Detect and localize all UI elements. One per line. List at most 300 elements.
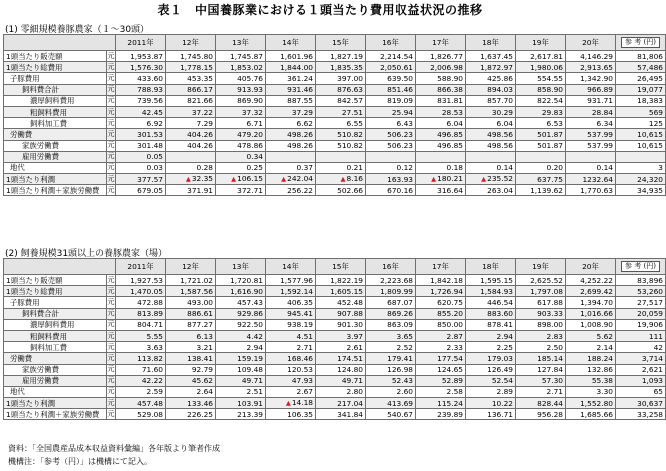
reference-value-cell: 125 (616, 118, 666, 129)
value-cell: 372.71 (216, 185, 266, 196)
value-cell: 126.98 (366, 364, 416, 375)
value-cell: 966.89 (566, 84, 616, 95)
value-cell: 6.43 (366, 118, 416, 129)
value-cell: 188.24 (566, 353, 616, 364)
value-cell: 341.84 (316, 409, 366, 420)
unit-cell: 元 (107, 275, 116, 286)
value-cell: 174.51 (316, 353, 366, 364)
value-cell: 49.71 (316, 375, 366, 386)
value-cell: 788.93 (116, 84, 166, 95)
value-cell: 3.63 (116, 342, 166, 353)
value-cell: 113.82 (116, 353, 166, 364)
value-cell: 2.83 (516, 330, 566, 341)
value-cell: 1,827.19 (316, 51, 366, 62)
value-cell: 2,699.42 (566, 286, 616, 297)
value-cell: 6.34 (566, 118, 616, 129)
value-cell: 617.88 (516, 297, 566, 308)
value-cell: 1,745.80 (166, 51, 216, 62)
table-row (4, 275, 666, 286)
value-cell: 869.90 (216, 95, 266, 106)
value-cell: 457.43 (216, 297, 266, 308)
value-cell: 28.84 (566, 106, 616, 117)
header-blank-cell (4, 259, 116, 275)
row-label: 粗飼料費用 (4, 106, 107, 117)
year-header: 14年 (266, 259, 316, 275)
value-cell: 1,726.94 (416, 286, 466, 297)
value-cell: 1,822.19 (316, 275, 366, 286)
value-cell: 0.14 (466, 162, 516, 173)
value-cell: 1,577.96 (266, 275, 316, 286)
value-cell: 1,720.81 (216, 275, 266, 286)
value-cell: 1,809.99 (366, 286, 416, 297)
value-cell: 52.54 (466, 375, 516, 386)
value-cell: 903.33 (516, 308, 566, 319)
row-label: 飼料加工費 (4, 118, 107, 129)
value-cell: 922.50 (216, 319, 266, 330)
value-cell: 2.80 (316, 386, 366, 397)
value-cell: 1,778.15 (166, 62, 216, 73)
value-cell: 263.04 (466, 185, 516, 196)
value-cell: 1,587.56 (166, 286, 216, 297)
value-cell: 4.42 (216, 330, 266, 341)
row-label: 労働費 (4, 353, 107, 364)
table-row (4, 319, 666, 330)
value-cell: 1,853.02 (216, 62, 266, 73)
unit-cell: 元 (107, 51, 116, 62)
value-cell: 819.09 (366, 95, 416, 106)
value-cell: 1,927.53 (116, 275, 166, 286)
value-cell: 25.94 (366, 106, 416, 117)
unit-cell: 元 (107, 308, 116, 319)
value-cell: 57.30 (516, 375, 566, 386)
value-cell: 886.61 (166, 308, 216, 319)
value-cell: 804.71 (116, 319, 166, 330)
table-row (4, 342, 666, 353)
value-cell: 361.24 (266, 73, 316, 84)
row-label: 子豚費用 (4, 297, 107, 308)
value-cell: 433.60 (116, 73, 166, 84)
year-header: 15年 (316, 35, 366, 51)
value-cell: 929.86 (216, 308, 266, 319)
value-cell: 6.55 (316, 118, 366, 129)
value-cell: 0.12 (366, 162, 416, 173)
table-row (4, 140, 666, 151)
row-label: 粗飼料費用 (4, 330, 107, 341)
value-cell: 1,576.30 (116, 62, 166, 73)
negative-triangle-icon: ▲ (231, 175, 237, 184)
value-cell (266, 151, 316, 162)
value-cell: 103.91 (216, 398, 266, 409)
year-header: 17年 (416, 35, 466, 51)
value-cell: 537.99 (566, 140, 616, 151)
unit-cell: 元 (107, 62, 116, 73)
unit-cell: 元 (107, 286, 116, 297)
row-label: 雇用労働費 (4, 151, 107, 162)
table-row (4, 106, 666, 117)
value-cell: 1,842.18 (416, 275, 466, 286)
value-cell: 6.62 (266, 118, 316, 129)
value-cell: 2.94 (466, 330, 516, 341)
table-row (4, 353, 666, 364)
value-cell: 52.89 (416, 375, 466, 386)
value-cell: 855.20 (416, 308, 466, 319)
value-cell: 0.21 (316, 162, 366, 173)
row-label: 1頭当たり総費用 (4, 62, 107, 73)
year-header: 14年 (266, 35, 316, 51)
value-cell: 452.48 (316, 297, 366, 308)
value-cell: 0.14 (566, 162, 616, 173)
reference-value-cell: 1,093 (616, 375, 666, 386)
value-cell: 620.75 (416, 297, 466, 308)
value-cell: 1,835.35 (316, 62, 366, 73)
row-label: 1頭当たり総費用 (4, 286, 107, 297)
value-cell: 2.14 (566, 342, 616, 353)
value-cell: 501.87 (516, 129, 566, 140)
year-header: 13年 (216, 259, 266, 275)
year-header: 2011年 (116, 35, 166, 51)
value-cell: 7.29 (166, 118, 216, 129)
table-row (4, 51, 666, 62)
value-cell: 496.85 (416, 140, 466, 151)
value-cell: 453.35 (166, 73, 216, 84)
value-cell: 907.88 (316, 308, 366, 319)
value-cell: 883.60 (466, 308, 516, 319)
unit-cell: 元 (107, 151, 116, 162)
value-cell: 2.60 (366, 386, 416, 397)
table-row (4, 174, 666, 185)
value-cell: 1,601.96 (266, 51, 316, 62)
value-cell: 239.89 (416, 409, 466, 420)
value-cell: 2.58 (416, 386, 466, 397)
value-cell: 1,721.02 (166, 275, 216, 286)
value-cell: 931.71 (566, 95, 616, 106)
year-header: 19年 (516, 259, 566, 275)
value-cell: 478.86 (216, 140, 266, 151)
year-header: 20年 (566, 259, 616, 275)
value-cell: 177.54 (416, 353, 466, 364)
value-cell: 1,770.63 (566, 185, 616, 196)
reference-value-cell: 33,258 (616, 409, 666, 420)
value-cell (516, 151, 566, 162)
year-header: 16年 (366, 35, 416, 51)
reference-value-cell: 2,621 (616, 364, 666, 375)
value-cell: 406.35 (266, 297, 316, 308)
value-cell: 498.26 (266, 129, 316, 140)
value-cell: 1,342.90 (566, 73, 616, 84)
value-cell: 863.09 (366, 319, 416, 330)
value-cell: 0.28 (166, 162, 216, 173)
table-row (4, 62, 666, 73)
value-cell: 472.88 (116, 297, 166, 308)
value-cell: 1,470.05 (116, 286, 166, 297)
reference-value-cell: 3 (616, 162, 666, 173)
value-cell: 898.00 (516, 319, 566, 330)
value-cell: 49.71 (216, 375, 266, 386)
section1-heading: (1) 零細規模養豚農家（１〜30頭） (5, 25, 150, 35)
row-label: 濃厚飼料費用 (4, 95, 107, 106)
value-cell: 52.43 (366, 375, 416, 386)
reference-value-cell: 34,935 (616, 185, 666, 196)
value-cell: 0.34 (216, 151, 266, 162)
value-cell: 687.07 (366, 297, 416, 308)
value-cell: 301.53 (116, 129, 166, 140)
value-cell: 554.55 (516, 73, 566, 84)
negative-triangle-icon: ▲ (481, 175, 487, 184)
value-cell: 498.56 (466, 140, 516, 151)
value-cell: 851.46 (366, 84, 416, 95)
value-cell: 3.21 (166, 342, 216, 353)
value-cell: 226.25 (166, 409, 216, 420)
negative-triangle-icon: ▲ (431, 175, 437, 184)
reference-value-cell: 19,906 (616, 319, 666, 330)
negative-triangle-icon: ▲ (281, 175, 287, 184)
year-header: 13年 (216, 35, 266, 51)
value-cell: 2,617.81 (516, 51, 566, 62)
reference-label: 参 考 (円) (621, 261, 660, 272)
negative-triangle-icon: ▲ (285, 399, 291, 408)
value-cell: 510.82 (316, 140, 366, 151)
value-cell: 1,008.90 (566, 319, 616, 330)
value-cell: 132.86 (566, 364, 616, 375)
unit-cell: 元 (107, 319, 116, 330)
table-row (4, 386, 666, 397)
value-cell: 1,953.87 (116, 51, 166, 62)
value-cell: 55.38 (566, 375, 616, 386)
row-label: 地代 (4, 386, 107, 397)
value-cell: 115.24 (416, 398, 466, 409)
value-cell: 28.53 (416, 106, 466, 117)
value-cell: 2.67 (266, 386, 316, 397)
reference-value-cell (616, 151, 666, 162)
negative-triangle-icon: ▲ (185, 175, 191, 184)
value-cell: 106.35 (266, 409, 316, 420)
value-cell: 6.71 (216, 118, 266, 129)
table-row (4, 151, 666, 162)
value-cell (566, 151, 616, 162)
value-cell: 1,394.70 (566, 297, 616, 308)
year-header: 15年 (316, 259, 366, 275)
value-cell: 37.29 (266, 106, 316, 117)
value-cell: 956.28 (516, 409, 566, 420)
value-cell: 42.22 (116, 375, 166, 386)
table-row (4, 73, 666, 84)
year-header: 16年 (366, 259, 416, 275)
value-cell: 446.54 (466, 297, 516, 308)
value-cell: 42.45 (116, 106, 166, 117)
value-cell: 498.26 (266, 140, 316, 151)
row-label: 1頭当たり利潤＋家族労働費 (4, 409, 107, 420)
source-note: 資料：「全国農産品成本収益資料彙編」各年版より筆者作成 (8, 444, 220, 453)
value-cell: 4,146.29 (566, 51, 616, 62)
value-cell: 371.91 (166, 185, 216, 196)
value-cell: 0.25 (216, 162, 266, 173)
value-cell: 179.03 (466, 353, 516, 364)
reference-value-cell: 24,320 (616, 174, 666, 185)
value-cell: 857.70 (466, 95, 516, 106)
unit-cell: 元 (107, 84, 116, 95)
value-cell: 842.57 (316, 95, 366, 106)
value-cell: 498.56 (466, 129, 516, 140)
year-header: 12年 (166, 35, 216, 51)
reference-value-cell: 81,806 (616, 51, 666, 62)
value-cell: 404.26 (166, 129, 216, 140)
table-row (4, 185, 666, 196)
value-cell: 679.05 (116, 185, 166, 196)
value-cell: 30.29 (466, 106, 516, 117)
value-cell: 828.44 (516, 398, 566, 409)
table-row (4, 84, 666, 95)
year-header: 17年 (416, 259, 466, 275)
reference-value-cell: 30,637 (616, 398, 666, 409)
reference-value-cell: 83,896 (616, 275, 666, 286)
year-header: 2011年 (116, 259, 166, 275)
value-cell: 413.69 (366, 398, 416, 409)
value-cell: 813.89 (116, 308, 166, 319)
value-cell: 425.86 (466, 73, 516, 84)
year-header: 19年 (516, 35, 566, 51)
value-cell: 6.53 (516, 118, 566, 129)
value-cell: 1,605.15 (316, 286, 366, 297)
value-cell: 0.05 (116, 151, 166, 162)
value-cell: 821.66 (166, 95, 216, 106)
value-cell: ▲32.35 (166, 174, 216, 185)
value-cell: 506.23 (366, 140, 416, 151)
section2-heading: (2) 飼養規模31頭以上の養豚農家（場） (5, 249, 168, 259)
value-cell: 529.08 (116, 409, 166, 420)
value-cell: 502.66 (316, 185, 366, 196)
value-cell: 2,006.98 (416, 62, 466, 73)
value-cell: 913.93 (216, 84, 266, 95)
unit-cell: 元 (107, 386, 116, 397)
reference-value-cell: 65 (616, 386, 666, 397)
value-cell: 1,797.08 (516, 286, 566, 297)
unit-cell: 元 (107, 118, 116, 129)
value-cell: 2.51 (216, 386, 266, 397)
value-cell: 496.85 (416, 129, 466, 140)
value-cell: 1,685.66 (566, 409, 616, 420)
value-cell: ▲106.15 (216, 174, 266, 185)
row-label: 1頭当たり販売額 (4, 275, 107, 286)
negative-triangle-icon: ▲ (340, 175, 346, 184)
value-cell: 2.94 (216, 342, 266, 353)
value-cell (466, 151, 516, 162)
table-row (4, 308, 666, 319)
value-cell: ▲235.52 (466, 174, 516, 185)
value-cell: 869.26 (366, 308, 416, 319)
reference-header (616, 35, 666, 51)
value-cell: 47.93 (266, 375, 316, 386)
row-label: 家族労働費 (4, 140, 107, 151)
year-header: 12年 (166, 259, 216, 275)
value-cell: 404.26 (166, 140, 216, 151)
value-cell: 457.48 (116, 398, 166, 409)
reference-value-cell: 111 (616, 330, 666, 341)
value-cell: 938.19 (266, 319, 316, 330)
value-cell: 637.75 (516, 174, 566, 185)
header-blank-cell (4, 35, 116, 51)
row-label: 子豚費用 (4, 73, 107, 84)
unit-cell: 元 (107, 398, 116, 409)
unit-cell: 元 (107, 73, 116, 84)
table-row (4, 297, 666, 308)
value-cell: ▲180.21 (416, 174, 466, 185)
value-cell: 739.56 (116, 95, 166, 106)
value-cell: 0.03 (116, 162, 166, 173)
value-cell: 213.39 (216, 409, 266, 420)
row-label: 1頭当たり利潤 (4, 398, 107, 409)
reference-value-cell: 26,495 (616, 73, 666, 84)
unit-cell: 元 (107, 185, 116, 196)
value-cell: 2.25 (466, 342, 516, 353)
section2-table (3, 258, 666, 420)
value-cell: 0.37 (266, 162, 316, 173)
value-cell: 1,552.80 (566, 398, 616, 409)
value-cell: 405.76 (216, 73, 266, 84)
row-label: 飼料費合計 (4, 308, 107, 319)
year-header: 18年 (466, 35, 516, 51)
value-cell: 2,913.65 (566, 62, 616, 73)
value-cell: 1,584.93 (466, 286, 516, 297)
value-cell: 931.46 (266, 84, 316, 95)
value-cell: 1,139.62 (516, 185, 566, 196)
value-cell: 639.50 (366, 73, 416, 84)
table-row (4, 364, 666, 375)
value-cell: 506.23 (366, 129, 416, 140)
value-cell: 5.55 (116, 330, 166, 341)
value-cell: 3.97 (316, 330, 366, 341)
value-cell: 2.87 (416, 330, 466, 341)
reference-value-cell: 19,077 (616, 84, 666, 95)
unit-cell: 元 (107, 409, 116, 420)
value-cell: 878.41 (466, 319, 516, 330)
row-label: 1頭当たり販売額 (4, 51, 107, 62)
value-cell: 27.51 (316, 106, 366, 117)
value-cell: 37.22 (166, 106, 216, 117)
value-cell: 316.64 (416, 185, 466, 196)
value-cell: 2.64 (166, 386, 216, 397)
unit-cell: 元 (107, 297, 116, 308)
value-cell: 10.22 (466, 398, 516, 409)
reference-value-cell: 53,260 (616, 286, 666, 297)
value-cell: 256.22 (266, 185, 316, 196)
value-cell: 136.71 (466, 409, 516, 420)
value-cell: 124.65 (416, 364, 466, 375)
unit-cell: 元 (107, 106, 116, 117)
value-cell: 6.92 (116, 118, 166, 129)
value-cell: 1,980.06 (516, 62, 566, 73)
value-cell: 185.14 (516, 353, 566, 364)
value-cell: 45.62 (166, 375, 216, 386)
value-cell: 126.49 (466, 364, 516, 375)
value-cell: 2,223.68 (366, 275, 416, 286)
year-header: 20年 (566, 35, 616, 51)
value-cell: 71.60 (116, 364, 166, 375)
value-cell: 301.48 (116, 140, 166, 151)
value-cell: 6.04 (416, 118, 466, 129)
unit-cell: 元 (107, 162, 116, 173)
unit-cell: 元 (107, 342, 116, 353)
table-row (4, 286, 666, 297)
unit-cell: 元 (107, 364, 116, 375)
value-cell: 179.41 (366, 353, 416, 364)
row-label: 1頭当たり利潤 (4, 174, 107, 185)
value-cell: 2.50 (516, 342, 566, 353)
value-cell: 2.89 (466, 386, 516, 397)
reference-value-cell: 18,383 (616, 95, 666, 106)
value-cell: 479.20 (216, 129, 266, 140)
value-cell: 2,050.61 (366, 62, 416, 73)
value-cell: 1,844.00 (266, 62, 316, 73)
